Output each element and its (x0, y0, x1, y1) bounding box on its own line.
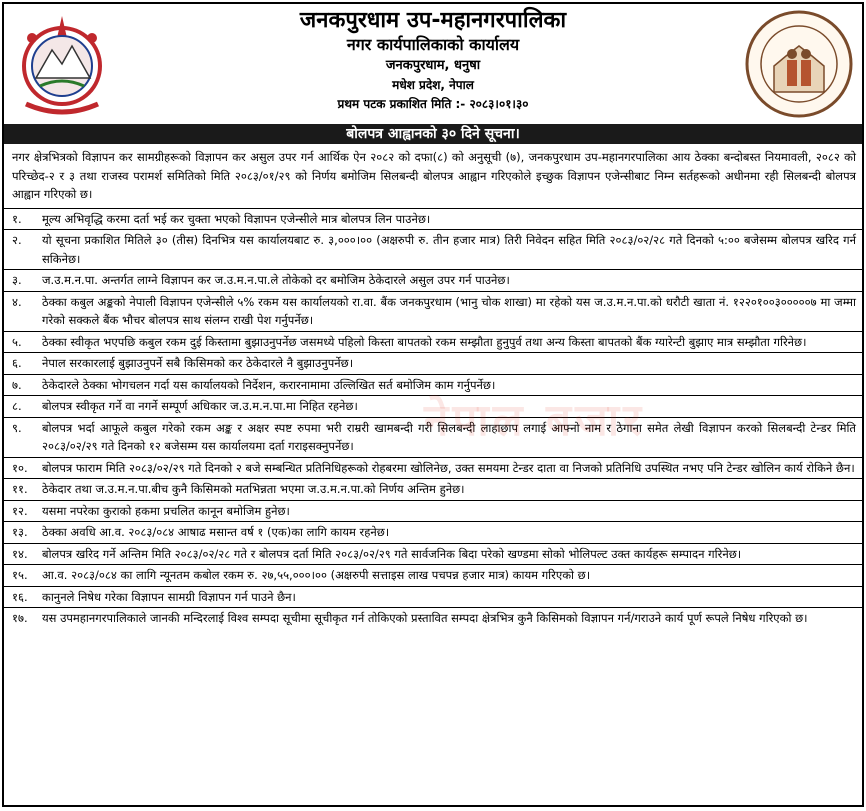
condition-item (4, 230, 862, 270)
province-line: मधेश प्रदेश, नेपाल (392, 78, 474, 92)
intro-paragraph: नगर क्षेत्रभित्रको विज्ञापन कर सामग्रीहरूको विज्ञापन कर असुल उपर गर्न आर्थिक ऐन २०८२ को दफा(८) को अनुसूची (७), जनकपुरधाम उप-महानगरपालिका आय ठेक्का बन्दोबस्त नियमावली, २०८२ को परिच्छेद-२ र ३ तथा राजस्व परामर्श समितिको मिति २०८३/०१/२९ को निर्णय बमोजिम सिलबन्दी बोलपत्र आह्वान गरिएकोले इच्छुक विज्ञापन एजेन्सीबाट निम्न सर्तहरूको अधीनमा रही सिलबन्दी बोलपत्र आह्वान गरिएको छ। (4, 144, 862, 209)
condition-item (4, 458, 862, 480)
condition-number: १२. (12, 503, 28, 518)
notice-banner: बोलपत्र आह्वानको ३० दिने सूचना। (4, 124, 862, 144)
condition-item (4, 375, 862, 397)
condition-number: १३. (12, 525, 28, 539)
condition-text: यस उपमहानगरपालिकाले जानकी मन्दिरलाई विश्व सम्पदा सूचीमा सूचीकृत गर्न तोकिएको प्रस्तावित सम्पदा क्षेत्रभित्र कुनै किसिमको विज्ञापन गर्न/गराउने कार्य पूर्ण रूपले निषेध गरिएको छ। (42, 611, 808, 625)
header-titles (134, 8, 732, 114)
condition-text: ज.उ.म.न.पा. अन्तर्गत लाग्ने विज्ञापन कर ज.उ.म.न.पा.ले तोकेको दर बमोजिम ठेकेदारले असुल उपर गर्न पाउनेछ। (42, 273, 510, 287)
notice-page (2, 2, 864, 807)
condition-number: १५. (12, 568, 28, 582)
condition-text: बोलपत्र खरिद गर्ने अन्तिम मिति २०८३/०२/२८ गते र बोलपत्र दर्ता मिति २०८३/०२/२९ गते सार्वजनिक बिदा परेको खण्डमा सोको भोलिपल्ट उक्त कार्यहरू सम्पादन गरिनेछ। (42, 546, 742, 561)
condition-item (4, 353, 862, 375)
condition-text: आ.व. २०८३/०८४ का लागि न्यूनतम कबोल रकम रु. २७,५५,०००।०० (अक्षरुपी सत्ताइस लाख पचपन्न हजार मात्र) कायम गरिएको छ। (42, 568, 591, 582)
condition-item (4, 544, 862, 566)
condition-item (4, 332, 862, 354)
condition-number: ११. (12, 482, 28, 496)
condition-number: ६. (12, 356, 22, 370)
condition-number: ९. (12, 420, 22, 435)
condition-text: बोलपत्र फाराम मिति २०८३/०२/२९ गते दिनको २ बजे सम्बन्धित प्रतिनिधिहरूको रोहबरमा खोलिनेछ, उक्त समयमा टेन्डर दाता वा निजको प्रतिनिधि उपस्थित नभए पनि टेन्डर खोलिन कार्य रोकिने छैन। (42, 460, 855, 475)
condition-text: बोलपत्र भर्दा आफूले कबुल गरेको रकम अङ्क र अक्षर स्पष्ट रुपमा भरी राम्ररी खामबन्दी गरी सिलबन्दी लाहाछाप लगाई आफ्नो नाम र ठेगाना समेत लेखी विज्ञापन करको सिलबन्दी टेन्डर मिति २०८३/०२/२९ गते दिनको १२ बजेसम्म यस कार्यालयमा दर्ता गराइसक्नुपर्नेछ। (42, 420, 856, 453)
condition-text: कानुनले निषेध गरेका विज्ञापन सामग्री विज्ञापन गर्न पाउने छैन। (42, 589, 296, 604)
condition-item (4, 479, 862, 501)
condition-text: ठेक्का स्वीकृत भएपछि कबुल रकम दुई किस्तामा बुझाउनुपर्नेछ जसमध्ये पहिलो किस्ता बापतको रकम सम्झौता हुनुपुर्व तथा अन्य किस्ता बापतको बैंक ग्यारेन्टी बुझाए मात्र सम्झौता गरिनेछ। (42, 334, 807, 349)
conditions-list (4, 209, 862, 629)
condition-number: १. (12, 211, 22, 226)
condition-text: नेपाल सरकारलाई बुझाउनुपर्ने सबै किसिमको कर ठेकेदारले नै बुझाउनुपर्नेछ। (42, 356, 354, 370)
condition-number: ५. (12, 334, 22, 349)
org-name: जनकपुरधाम उप-महानगरपालिका (299, 8, 567, 33)
condition-item (4, 396, 862, 418)
condition-item (4, 270, 862, 292)
published-date: प्रथम पटक प्रकाशित मिति :- २०८३।०१।३० (337, 97, 529, 111)
watermark: नेपाल बजार (424, 395, 646, 446)
condition-number: ३. (12, 273, 22, 287)
condition-number: १६. (12, 589, 28, 604)
condition-item (4, 522, 862, 544)
condition-text: बोलपत्र स्वीकृत गर्ने वा नगर्ने सम्पूर्ण अधिकार ज.उ.म.न.पा.मा निहित रहनेछ। (42, 399, 358, 413)
condition-item (4, 501, 862, 523)
condition-text: यो सूचना प्रकाशित मितिले ३० (तीस) दिनभित्र यस कार्यालयबाट रु. ३,०००।०० (अक्षरुपी रु. तीन हजार मात्र) तिरी निवेदन सहित मिति २०८३/०२/२८ गते दिनको ५:०० बजेसम्म बोलपत्र खरिद गर्न सकिनेछ। (42, 233, 856, 266)
condition-text: मूल्य अभिवृद्धि करमा दर्ता भई कर चुक्ता भएको विज्ञापन एजेन्सीले मात्र बोलपत्र लिन पाउनेछ। (42, 211, 431, 226)
condition-number: १७. (12, 611, 28, 625)
condition-item (4, 292, 862, 332)
municipality-logo-icon (744, 6, 854, 124)
condition-number: २. (12, 233, 22, 247)
condition-item (4, 608, 862, 629)
condition-number: १०. (12, 460, 28, 475)
office-name: नगर कार्यपालिकाको कार्यालय (346, 35, 520, 54)
condition-item (4, 418, 862, 458)
city-line: जनकपुरधाम, धनुषा (385, 58, 481, 73)
condition-number: ४. (12, 294, 22, 309)
condition-item (4, 565, 862, 587)
condition-item (4, 587, 862, 609)
condition-text: ठेक्का अवधि आ.व. २०८३/०८४ आषाढ मसान्त वर्ष १ (एक)का लागि कायम रहनेछ। (42, 525, 390, 539)
condition-text: ठेकेदारले ठेक्का भोगचलन गर्दा यस कार्यालयको निर्देशन, करारनामामा उल्लिखित सर्त बमोजिम काम गर्नुपर्नेछ। (42, 377, 496, 392)
notice-header (4, 4, 862, 124)
condition-number: ८. (12, 399, 22, 413)
nepal-emblem-icon (12, 8, 112, 118)
condition-number: १४. (12, 546, 28, 561)
condition-number: ७. (12, 377, 22, 392)
condition-text: यसमा नपरेका कुराको हकमा प्रचलित कानून बमोजिम हुनेछ। (42, 503, 290, 518)
condition-text: ठेकेदार तथा ज.उ.म.न.पा.बीच कुनै किसिमको मतभिन्नता भएमा ज.उ.म.न.पा.को निर्णय अन्तिम हुनेछ। (42, 482, 465, 496)
condition-text: ठेक्का कबुल अङ्कको नेपाली विज्ञापन एजेन्सीले ५% रकम यस कार्यालयको रा.वा. बैंक जनकपुरधाम (भानु चोक शाखा) मा रहेको यस ज.उ.म.न.पा.को धरौटी खाता नं. १२२०१००३०००००७ मा जम्मा गरेको सक्कले बैंक भौचर बोलपत्र साथ संलग्न राखी पेश गर्नुपर्नेछ। (42, 294, 856, 327)
condition-item (4, 209, 862, 231)
